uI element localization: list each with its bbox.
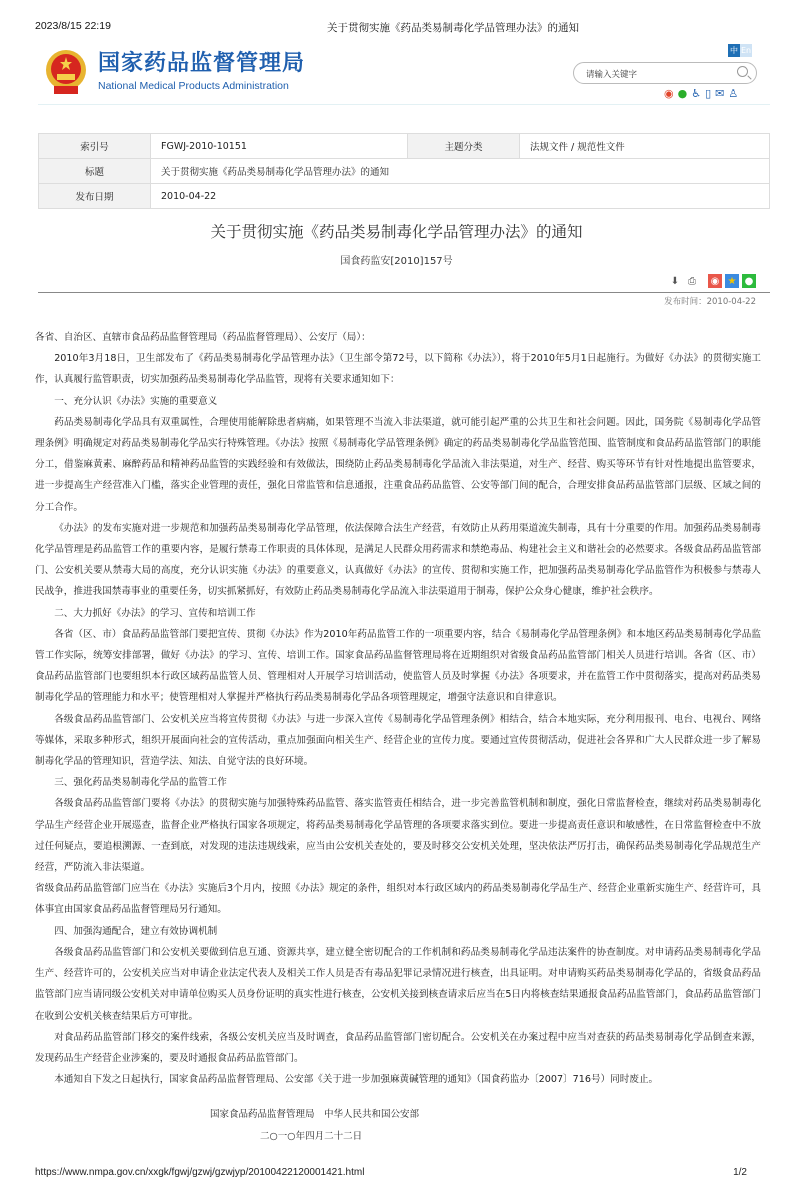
section-heading: 二、大力抓好《办法》的学习、宣传和培训工作 [54, 607, 256, 619]
index-label: 索引号 [39, 134, 151, 159]
section-heading: 三、强化药品类易制毒化学品的监管工作 [54, 777, 227, 789]
signature-date: 二○一○年四月二十二日 [260, 1131, 363, 1143]
topic-label: 主题分类 [408, 134, 520, 159]
paragraph: 各级食品药品监管部门和公安机关要做到信息互通、资源共享，建立健全密切配合的工作机制和药品类易制毒化学品违法案件的协查制度。对申请药品类易制毒化学品生产、经营许可的，公安机关应当对申请企业法定代表人及相关工作人员是否有毒品犯罪记录情况进行核查，出具证明。对申请购买药品类易制毒化学品的，省级食品药品监管部门应当请同级公安机关对申请单位购买人员身份证明的真实性进行核查，公安机关接到核查请求后应当在5日内将核查结果通报食品药品监管部门，食品药品监管部门在收到公安机关核查结果后方可审批。 [35, 946, 761, 1022]
search-icon[interactable] [737, 66, 748, 77]
title-value: 关于贯彻实施《药品类易制毒化学品管理办法》的通知 [151, 159, 770, 184]
paragraph: 本通知自下发之日起执行，国家食品药品监督管理局、公安部《关于进一步加强麻黄碱管理的通知》（国食药监办〔2007〕716号）同时废止。 [54, 1074, 659, 1086]
date-label: 发布日期 [39, 184, 151, 209]
signature: 国家食品药品监督管理局 中华人民共和国公安部 [210, 1109, 420, 1121]
paragraph: 省级食品药品监管部门应当在《办法》实施后3个月内，按照《办法》规定的条件，组织对本行政区域内的药品类易制毒化学品生产、经营企业重新实施生产、经营许可，具体事宜由国家食品药品监督管理局另行通知。 [35, 883, 761, 916]
site-name-en: National Medical Products Administration [98, 80, 289, 92]
title-divider [38, 292, 770, 293]
paragraph: 各省（区、市）食品药品监管部门要把宣传、贯彻《办法》作为2010年药品监管工作的一项重要内容，结合《易制毒化学品管理条例》和本地区药品类易制毒化学品监管工作实际，统筹安排部署，做好《办法》的学习、宣传、培训工作。国家食品药品监督管理局将在近期组织对省级食品药品监管部门相关人员进行培训。各省（区、市）食品药品监管部门也要组织本行政区域药品监管人员、管理相对人开展学习培训活动，使监管人员及时掌握《办法》各项要求，并在监管工作中贯彻落实，提高对药品类易制毒化学品的管理能力和水平；使管理相对人掌握并严格执行药品类易制毒化学品各项管理规定，增强守法意识和自律意识。 [35, 628, 761, 704]
paragraph: 各级食品药品监管部门、公安机关应当将宣传贯彻《办法》与进一步深入宣传《易制毒化学品管理条例》相结合，结合本地实际，充分利用报刊、电台、电视台、网络等媒体，采取多种形式，组织开展面向社会的宣传活动，重点加强面向相关生产、经营企业的宣传力度。要通过宣传贯彻活动，促进社会各界和广大人民群众进一步了解易制毒化学品的管理知识，营造学法、知法、自觉守法的良好环境。 [35, 713, 761, 768]
mobile-icon[interactable]: ▯ [705, 87, 712, 100]
article-flow [35, 327, 761, 1191]
meta-table [38, 133, 770, 209]
header-icon-row [664, 87, 738, 100]
title-label: 标题 [39, 159, 151, 184]
share-qzone-icon[interactable]: ★ [725, 274, 739, 288]
salutation: 各省、自治区、直辖市食品药品监督管理局（药品监督管理局）、公安厅（局）： [35, 332, 371, 343]
paragraph: 各级食品药品监管部门要将《办法》的贯彻实施与加强特殊药品监管、落实监管责任相结合，进一步完善监管机制和制度，强化日常监督检查，继续对药品类易制毒化学品生产经营企业开展巡查，监督企业严格执行国家各项规定，将药品类易制毒化学品管理的各项要求落实到位。要进一步提高责任意识和敏感性，在日常监督检查中不放过任何疑点，要追根溯源、一查到底，对发现的违法违规线索，应当由公安机关查处的，要及时移交公安机关处理，坚决依法严厉打击，确保药品类易制毒化学品规范生产经营，严防流入非法渠道。 [35, 798, 761, 874]
publish-time: 发布时间：2010-04-22 [664, 297, 756, 307]
topic-value: 法规文件 / 规范性文件 [520, 134, 770, 159]
article-title: 关于贯彻实施《药品类易制毒化学品管理办法》的通知 [210, 223, 583, 241]
national-emblem-logo[interactable] [44, 48, 88, 96]
document-number: 国食药监安[2010]157号 [340, 256, 453, 267]
mail-icon[interactable]: ✉ [715, 87, 725, 100]
paragraph: 2010年3月18日，卫生部发布了《药品类易制毒化学品管理办法》（卫生部令第72号，以下简称《办法》），将于2010年5月1日起施行。为做好《办法》的贯彻实施工作，认真履行监管职责，切实加强药品类易制毒化学品监管，现将有关要求通知如下： [35, 353, 761, 386]
site-name-cn[interactable]: 国家药品监督管理局 [98, 51, 306, 76]
index-value: FGWJ-2010-10151 [151, 134, 408, 159]
print-page-title: 关于贯彻实施《药品类易制毒化学品管理办法》的通知 [327, 22, 579, 34]
lang-en-button[interactable]: En [740, 46, 752, 55]
share-weibo-icon[interactable]: ◉ [708, 274, 722, 288]
header-divider [38, 104, 770, 105]
wechat-icon[interactable]: ● [677, 87, 688, 100]
print-footer [35, 1166, 761, 1191]
date-value: 2010-04-22 [151, 184, 770, 209]
user-icon[interactable]: ♙ [728, 87, 739, 100]
paragraph: 药品类易制毒化学品具有双重属性，合理使用能解除患者病痛，如果管理不当流入非法渠道，就可能引起严重的公共卫生和社会问题。因此，国务院《易制毒化学品管理条例》明确规定对药品类易制毒化学品实行特殊管理。《办法》按照《易制毒化学品管理条例》确定的药品类易制毒化学品监管范围、监管制度和食品药品监管部门的职能分工，借鉴麻黄素、麻醉药品和精神药品监管的实践经验和有效做法，围绕防止药品类易制毒化学品流入非法渠道，对生产、经营、购买等环节有针对性地提出监管要求，进一步提高生产经营准入门槛，落实企业管理的责任，强化日常监管和信息通报，注重食品药品监管、公安等部门间的配合，合理安排食品药品监管部门层级、区域之间的分工合作。 [35, 416, 761, 513]
section-heading: 一、充分认识《办法》实施的重要意义 [54, 395, 218, 407]
language-switch[interactable] [728, 44, 752, 57]
download-icon[interactable]: ⬇ [670, 275, 680, 287]
print-timestamp: 2023/8/15 22:19 [35, 20, 111, 32]
paragraph: 对食品药品监管部门移交的案件线索，各级公安机关应当及时调查，食品药品监管部门密切配合。公安机关在办案过程中应当对查获的药品类易制毒化学品倒查来源，发现药品生产经营企业涉案的，要及时通报食品药品监管部门。 [35, 1031, 761, 1064]
lang-cn-button[interactable]: 中 [730, 46, 738, 55]
article-tools [668, 274, 756, 288]
article-body [35, 327, 761, 1090]
weibo-icon[interactable]: ◉ [664, 87, 674, 100]
search-placeholder: 请输入关键字 [586, 70, 638, 80]
print-url: https://www.nmpa.gov.cn/xxgk/fgwj/gzwj/gzwjyp/20100422120001421.html [35, 1167, 365, 1179]
section-heading: 四、加强沟通配合，建立有效协调机制 [54, 925, 218, 937]
paragraph: 《办法》的发布实施对进一步规范和加强药品类易制毒化学品管理，依法保障合法生产经营，有效防止从药用渠道流失制毒，具有十分重要的作用。加强药品类易制毒化学品管理是药品监管工作的重要内容，是履行禁毒工作职责的具体体现，是满足人民群众用药需求和禁绝毒品、构建社会主义和谐社会的必然要求。各级食品药品监管部门、公安机关要从禁毒大局的高度，充分认识实施《办法》的重要意义，认真做好《办法》的宣传、贯彻和实施工作，把加强药品类易制毒化学品监管作为积极参与禁毒人民战争，推进我国禁毒事业的重要任务，切实抓紧抓好，有效防止药品类易制毒化学品流入非法渠道用于制毒，保护公众身心健康，维护社会秩序。 [35, 522, 761, 598]
print-icon[interactable]: ⎙ [688, 275, 696, 287]
share-wechat-icon[interactable]: ● [742, 274, 756, 288]
search-input[interactable] [573, 62, 757, 84]
page-number: 1/2 [733, 1167, 747, 1179]
accessibility-icon[interactable]: ♿ [691, 87, 702, 100]
